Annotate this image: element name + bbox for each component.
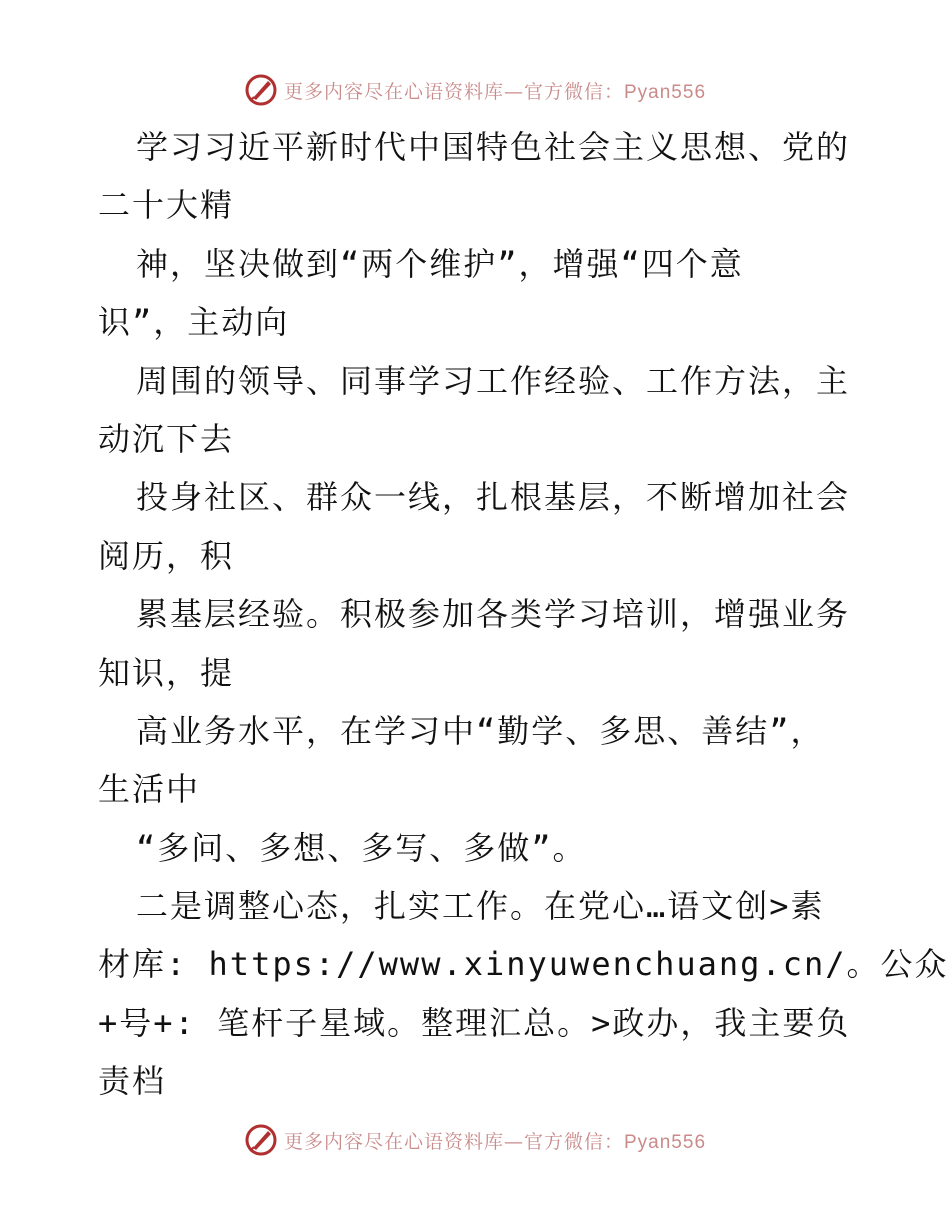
text-line: “多问、多想、多写、多做”。 <box>136 828 587 867</box>
watermark-handle: Pyan556 <box>624 1131 707 1153</box>
text-line: 累基层经验。积极参加各类学习培训，增强业务 <box>136 595 851 634</box>
text-line: 二十大精 <box>98 186 235 225</box>
text-line: 材库: https://www.xinyuwenchuang.cn/。公众 <box>98 945 949 984</box>
document-body <box>98 118 949 1111</box>
text-line: 识”，主动向 <box>98 303 290 342</box>
text-line: 神，坚决做到“两个维护”，增强“四个意 <box>136 244 744 283</box>
watermark-handle: Pyan556 <box>624 81 707 103</box>
text-line: 投身社区、群众一线，扎根基层，不断增加社会 <box>136 478 851 517</box>
text-line: 责档 <box>98 1062 167 1101</box>
text-line: 生活中 <box>98 770 201 809</box>
text-line: 动沉下去 <box>98 419 235 458</box>
text-line: 知识，提 <box>98 653 235 692</box>
text-line: 学习习近平新时代中国特色社会主义思想、党的 <box>136 128 851 166</box>
watermark-text: 更多内容尽在心语资料库—官方微信：Pyan556 <box>283 1130 707 1153</box>
watermark-text: 更多内容尽在心语资料库—官方微信：Pyan556 <box>283 80 707 103</box>
text-line: 二是调整心态，扎实工作。在党心…语文创>素 <box>136 887 825 926</box>
text-line: 高业务水平，在学习中“勤学、多思、善结”， <box>136 711 825 750</box>
quill-logo-icon <box>244 1123 278 1157</box>
text-line: +号+: 笔杆子星域。整理汇总。>政办，我主要负 <box>98 1003 851 1042</box>
quill-logo-icon <box>244 73 278 107</box>
footer-watermark <box>0 1120 950 1160</box>
text-line: 阅历，积 <box>98 536 235 575</box>
header-watermark <box>0 70 950 110</box>
text-line: 周围的领导、同事学习工作经验、工作方法，主 <box>136 361 851 400</box>
